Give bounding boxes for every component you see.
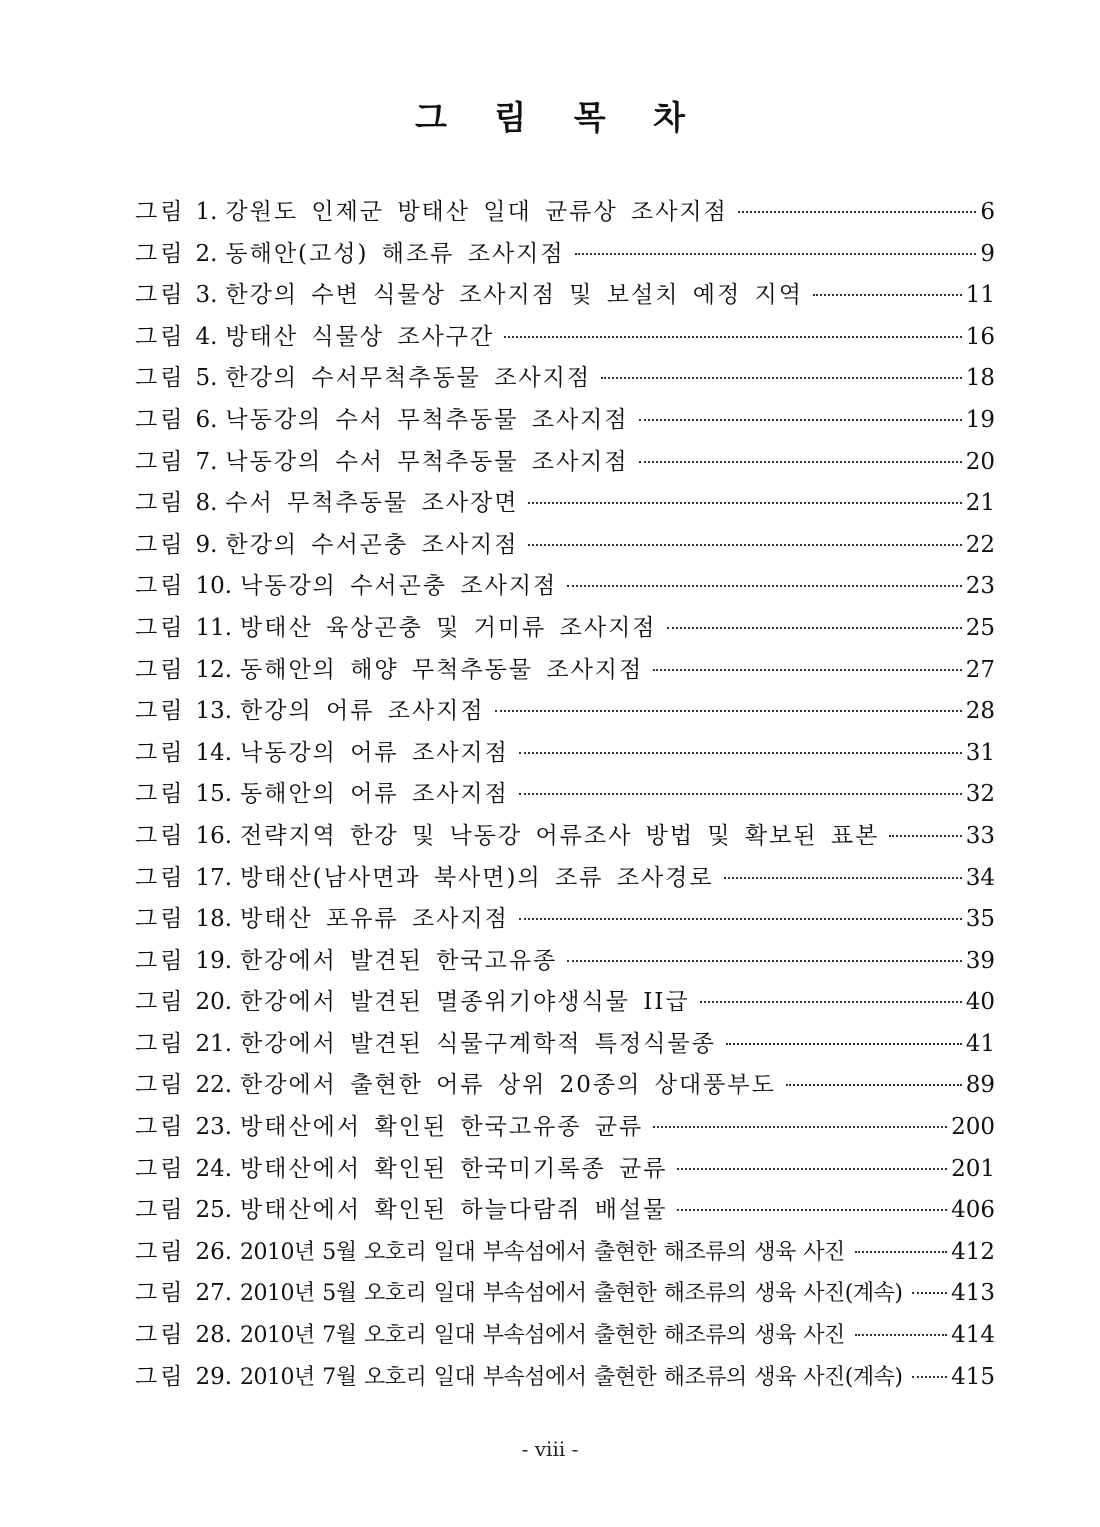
toc-entry[interactable] [135, 982, 995, 1024]
figure-word: 그림 [135, 739, 186, 766]
figure-word: 그림 [135, 906, 186, 933]
page-ref: 32 [965, 781, 995, 808]
dot-leader [889, 835, 961, 837]
figure-title: 동해안의 해양 무척추동물 조사지점 [240, 656, 644, 683]
figure-word: 그림 [135, 531, 186, 558]
figure-title: 방태산 육상곤충 및 거미류 조사지점 [240, 614, 657, 641]
page-ref: 39 [965, 947, 995, 974]
toc-entry[interactable] [135, 1315, 995, 1357]
figure-number: 2. [195, 240, 218, 267]
entry-label [135, 1107, 643, 1149]
figure-number: 26. [195, 1238, 233, 1265]
entry-label [135, 1190, 667, 1232]
page-ref: 16 [965, 323, 995, 350]
page-ref: 413 [951, 1280, 995, 1307]
toc-entry[interactable] [135, 1149, 995, 1191]
dot-leader [855, 1334, 947, 1336]
dot-leader [567, 960, 961, 962]
figure-word: 그림 [135, 406, 186, 433]
figure-title: 전략지역 한강 및 낙동강 어류조사 방법 및 확보된 표본 [240, 822, 880, 849]
dot-leader [813, 294, 962, 296]
page-ref: 35 [965, 906, 995, 933]
figure-number: 10. [195, 573, 233, 600]
toc-entry[interactable] [135, 650, 995, 692]
toc-entry[interactable] [135, 525, 995, 567]
page-ref: 201 [951, 1155, 995, 1182]
figure-number: 20. [195, 989, 233, 1016]
figure-number: 3. [195, 282, 218, 309]
toc-entry[interactable] [135, 234, 995, 276]
figure-word: 그림 [135, 1280, 186, 1307]
page-ref: 200 [951, 1114, 995, 1141]
figure-title: 한강에서 출현한 어류 상위 20종의 상대풍부도 [240, 1072, 776, 1099]
figure-title: 방태산(남사면과 북사면)의 조류 조사경로 [240, 864, 714, 891]
page-ref: 41 [965, 1030, 995, 1057]
figure-number: 5. [195, 365, 218, 392]
figure-title: 한강에서 발견된 식물구계학적 특정식물종 [240, 1030, 716, 1057]
entry-label [135, 899, 509, 941]
figure-title: 방태산 식물상 조사구간 [225, 323, 495, 350]
entry-label [135, 1232, 845, 1274]
page-ref: 23 [965, 573, 995, 600]
page-ref: 27 [965, 656, 995, 683]
figure-title: 방태산에서 확인된 하늘다람쥐 배설물 [240, 1197, 668, 1224]
figure-title: 방태산 포유류 조사지점 [240, 906, 509, 933]
toc-entry[interactable] [135, 1190, 995, 1232]
page-ref: 11 [965, 282, 995, 309]
dot-leader [639, 461, 962, 463]
figure-title: 한강의 어류 조사지점 [240, 698, 485, 725]
figure-word: 그림 [135, 698, 186, 725]
entry-label [135, 442, 629, 484]
figure-number: 15. [195, 781, 233, 808]
figure-number: 22. [195, 1072, 233, 1099]
entry-label [135, 608, 657, 650]
figure-title: 동해안(고성) 해조류 조사지점 [225, 240, 565, 267]
figure-title: 낙동강의 어류 조사지점 [240, 739, 509, 766]
figure-word: 그림 [135, 490, 186, 517]
figure-word: 그림 [135, 864, 186, 891]
figure-title: 한강의 수서무척추동물 조사지점 [225, 365, 592, 392]
figure-list [135, 192, 995, 1398]
figure-word: 그림 [135, 781, 186, 808]
dot-leader [519, 918, 962, 920]
figure-number: 7. [195, 448, 218, 475]
page-ref: 415 [951, 1363, 995, 1390]
dot-leader [677, 1168, 947, 1170]
dot-leader [738, 211, 976, 213]
page-ref: 28 [965, 698, 995, 725]
toc-entry[interactable] [135, 566, 995, 608]
entry-label [135, 525, 518, 567]
toc-entry[interactable] [135, 1107, 995, 1149]
figure-word: 그림 [135, 1030, 186, 1057]
page-ref: 21 [965, 490, 995, 517]
figure-word: 그림 [135, 573, 186, 600]
page-ref: 414 [951, 1322, 995, 1349]
toc-entry[interactable] [135, 608, 995, 650]
entry-label [135, 858, 714, 900]
entry-label [135, 1273, 902, 1315]
dot-leader [855, 1251, 947, 1253]
page-ref: 34 [965, 864, 995, 891]
dot-leader [519, 793, 962, 795]
toc-entry[interactable] [135, 691, 995, 733]
page-ref: 18 [965, 365, 995, 392]
entry-label [135, 1315, 845, 1357]
toc-entry[interactable] [135, 1273, 995, 1315]
page-ref: 9 [980, 240, 995, 267]
toc-entry[interactable] [135, 774, 995, 816]
page-ref: 33 [965, 822, 995, 849]
figure-number: 14. [195, 739, 233, 766]
toc-entry[interactable] [135, 1232, 995, 1274]
page-ref: 6 [980, 199, 995, 225]
figure-word: 그림 [135, 199, 186, 225]
figure-word: 그림 [135, 1114, 186, 1141]
figure-number: 13. [195, 698, 233, 725]
toc-entry[interactable] [135, 1024, 995, 1066]
page-ref: 31 [965, 739, 995, 766]
entry-label [135, 275, 803, 317]
dot-leader [677, 1209, 947, 1211]
figure-title: 2010년 7월 오호리 일대 부속섬에서 출현한 해조류의 생육 사진 [240, 1323, 845, 1349]
figure-title: 한강에서 발견된 멸종위기야생식물 II급 [240, 989, 690, 1016]
dot-leader [667, 627, 962, 629]
entry-label [135, 483, 518, 525]
entry-label [135, 691, 485, 733]
figure-number: 6. [195, 406, 218, 433]
figure-title: 수서 무척추동물 조사장면 [225, 490, 519, 517]
figure-number: 21. [195, 1030, 233, 1057]
figure-number: 29. [195, 1363, 233, 1390]
figure-word: 그림 [135, 656, 186, 683]
dot-leader [639, 419, 962, 421]
figure-word: 그림 [135, 1363, 186, 1390]
toc-entry[interactable] [135, 899, 995, 941]
toc-entry[interactable] [135, 483, 995, 525]
figure-title: 강원도 인제군 방태산 일대 균류상 조사지점 [225, 199, 728, 225]
figure-number: 17. [195, 864, 233, 891]
toc-entry[interactable] [135, 941, 995, 983]
figure-number: 25. [195, 1197, 233, 1224]
figure-number: 9. [195, 531, 218, 558]
page-ref: 22 [965, 531, 995, 558]
page-ref: 20 [965, 448, 995, 475]
figure-word: 그림 [135, 947, 186, 974]
page-ref: 19 [965, 406, 995, 433]
dot-leader [567, 585, 961, 587]
figure-title: 2010년 7월 오호리 일대 부속섬에서 출현한 해조류의 생육 사진(계속) [240, 1364, 903, 1390]
toc-entry[interactable] [135, 275, 995, 317]
figure-title: 한강의 수서곤충 조사지점 [225, 531, 519, 558]
page-ref: 412 [951, 1238, 995, 1265]
page-ref: 406 [951, 1197, 995, 1224]
figure-word: 그림 [135, 323, 186, 350]
toc-entry[interactable] [135, 442, 995, 484]
dot-leader [519, 752, 962, 754]
figure-word: 그림 [135, 1197, 186, 1224]
figure-word: 그림 [135, 448, 186, 475]
figure-title: 낙동강의 수서 무척추동물 조사지점 [225, 448, 629, 475]
entry-label [135, 941, 557, 983]
figure-word: 그림 [135, 282, 186, 309]
entry-label [135, 1357, 902, 1399]
dot-leader [528, 544, 961, 546]
figure-title: 2010년 5월 오호리 일대 부속섬에서 출현한 해조류의 생육 사진(계속) [240, 1281, 903, 1307]
toc-entry[interactable] [135, 192, 995, 234]
entry-label [135, 566, 557, 608]
figure-word: 그림 [135, 1155, 186, 1182]
page-number: - viii - [521, 1437, 579, 1461]
figure-title: 방태산에서 확인된 한국고유종 균류 [240, 1114, 644, 1141]
toc-entry[interactable] [135, 733, 995, 775]
dot-leader [700, 1001, 962, 1003]
dot-leader [495, 710, 962, 712]
entry-label [135, 317, 494, 359]
figure-title: 낙동강의 수서곤충 조사지점 [240, 573, 558, 600]
figure-word: 그림 [135, 822, 186, 849]
entry-label [135, 1065, 776, 1107]
figure-word: 그림 [135, 365, 186, 392]
figure-title: 동해안의 어류 조사지점 [240, 781, 509, 808]
entry-label [135, 774, 509, 816]
figure-number: 1. [195, 199, 218, 225]
toc-entry[interactable] [135, 400, 995, 442]
dot-leader [653, 1126, 947, 1128]
toc-entry[interactable] [135, 858, 995, 900]
entry-label [135, 358, 591, 400]
toc-entry[interactable] [135, 1357, 995, 1399]
entry-label [135, 650, 643, 692]
figure-title: 2010년 5월 오호리 일대 부속섬에서 출현한 해조류의 생육 사진 [240, 1239, 845, 1265]
figure-number: 19. [195, 947, 233, 974]
figure-word: 그림 [135, 1238, 186, 1265]
figure-word: 그림 [135, 1072, 186, 1099]
dot-leader [724, 877, 962, 879]
dot-leader [912, 1376, 947, 1378]
figure-word: 그림 [135, 614, 186, 641]
figure-number: 12. [195, 656, 233, 683]
dot-leader [912, 1292, 947, 1294]
entry-label [135, 982, 690, 1024]
figure-number: 4. [195, 323, 218, 350]
dot-leader [528, 502, 961, 504]
figure-number: 28. [195, 1322, 233, 1349]
toc-entry[interactable] [135, 1065, 995, 1107]
entry-label [135, 1149, 667, 1191]
dot-leader [786, 1084, 962, 1086]
dot-leader [601, 377, 962, 379]
figure-word: 그림 [135, 1322, 186, 1349]
figure-word: 그림 [135, 240, 186, 267]
page-ref: 25 [965, 614, 995, 641]
figure-number: 18. [195, 906, 233, 933]
figure-word: 그림 [135, 989, 186, 1016]
toc-entry[interactable] [135, 317, 995, 359]
figure-title: 한강의 수변 식물상 조사지점 및 보설치 예정 지역 [225, 282, 803, 309]
entry-label [135, 400, 629, 442]
page-ref: 40 [965, 989, 995, 1016]
figure-number: 8. [195, 490, 218, 517]
dot-leader [504, 336, 962, 338]
entry-label [135, 192, 728, 234]
dot-leader [653, 669, 962, 671]
entry-label [135, 1024, 716, 1066]
figure-number: 16. [195, 822, 233, 849]
page-title: 그 림 목 차 [415, 98, 703, 137]
toc-entry[interactable] [135, 358, 995, 400]
figure-number: 11. [195, 614, 233, 641]
dot-leader [575, 253, 977, 255]
figure-number: 23. [195, 1114, 233, 1141]
figure-title: 낙동강의 수서 무척추동물 조사지점 [225, 406, 629, 433]
figure-title: 한강에서 발견된 한국고유종 [240, 947, 558, 974]
entry-label [135, 234, 565, 276]
entry-label [135, 816, 879, 858]
figure-number: 24. [195, 1155, 233, 1182]
toc-entry[interactable] [135, 816, 995, 858]
dot-leader [726, 1043, 962, 1045]
figure-number: 27. [195, 1280, 233, 1307]
entry-label [135, 733, 509, 775]
page-ref: 89 [965, 1072, 995, 1099]
figure-title: 방태산에서 확인된 한국미기록종 균류 [240, 1155, 668, 1182]
